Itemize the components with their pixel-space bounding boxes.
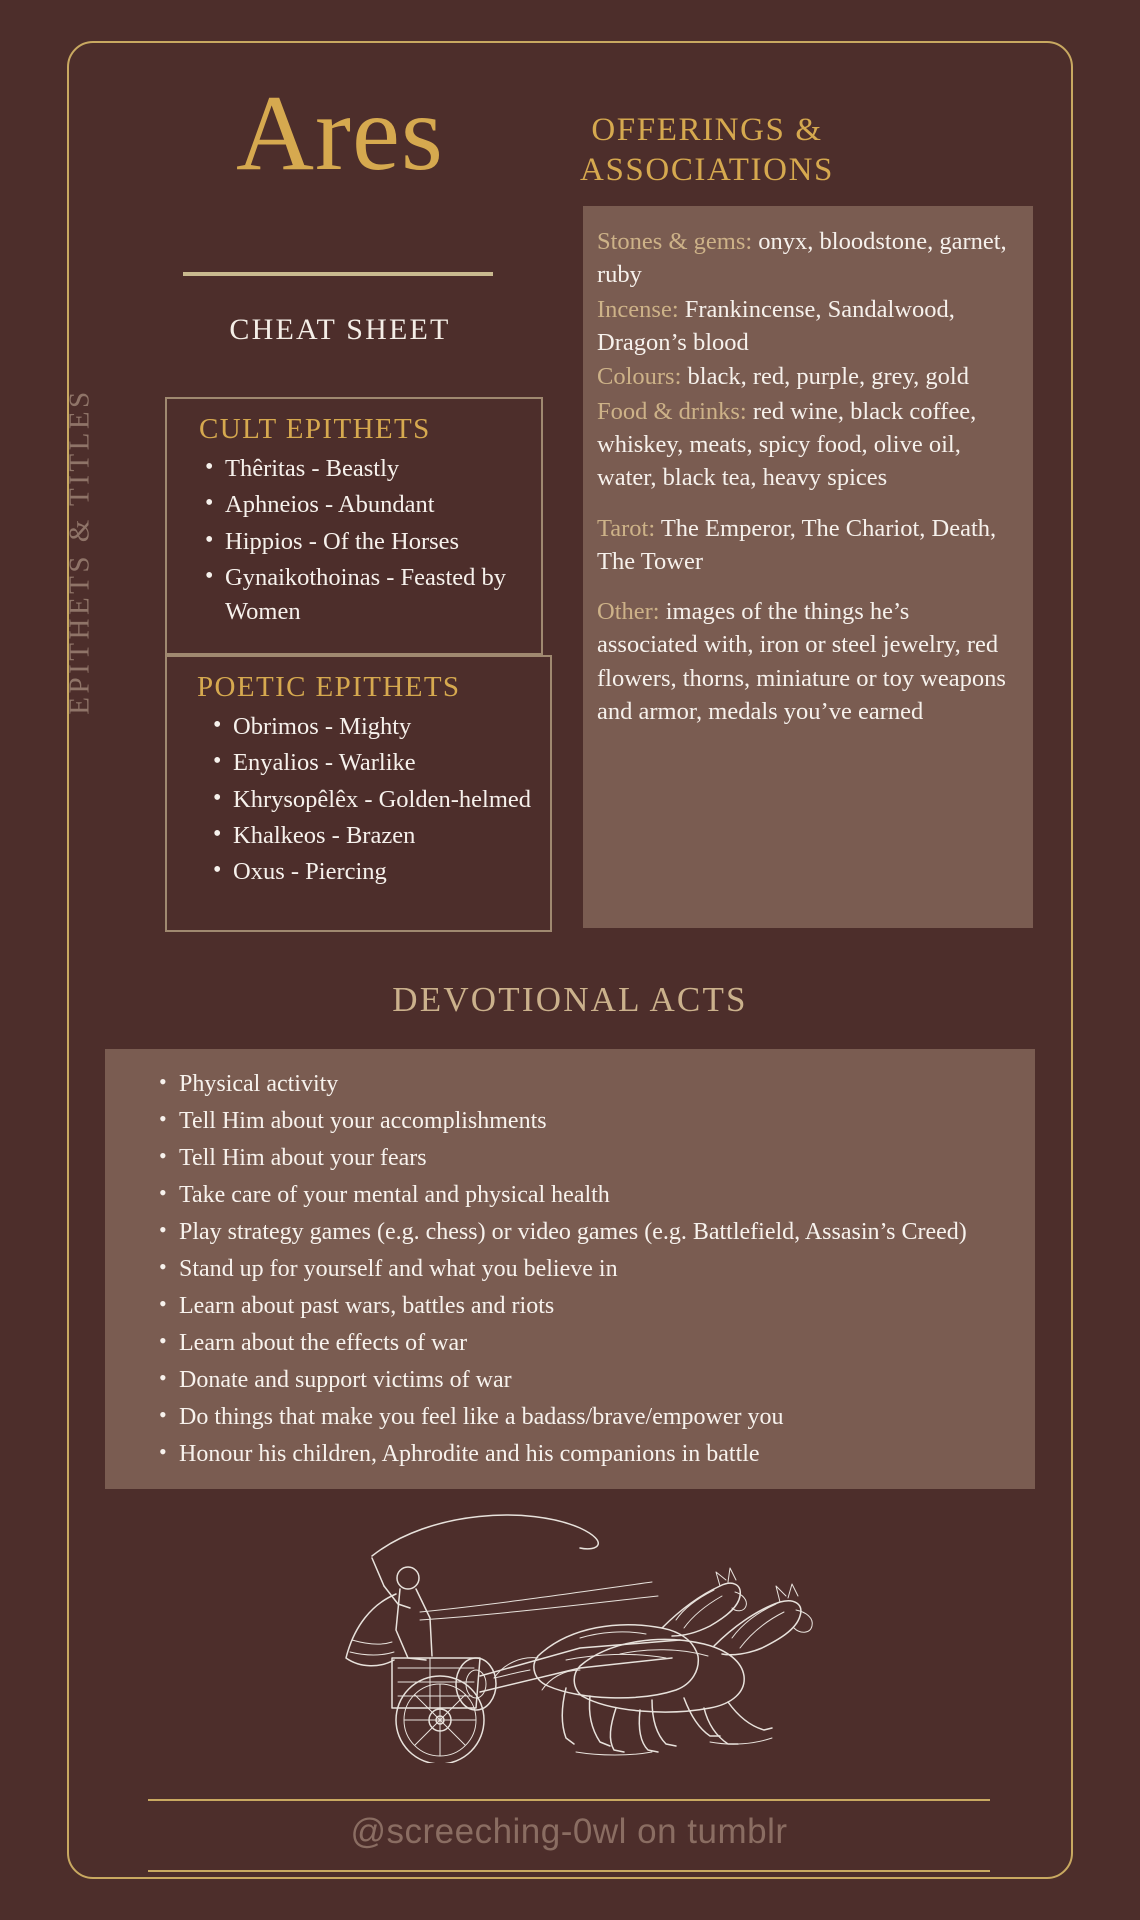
- offerings-row-incense: [597, 293, 1013, 360]
- offerings-panel: [583, 206, 1033, 928]
- list-item: • Stand up for yourself and what you believe in: [131, 1256, 1009, 1284]
- list-item: • Tell Him about your fears: [131, 1145, 1009, 1173]
- footer-credit: @screeching-0wl on tumblr: [350, 1812, 788, 1851]
- offerings-value-colours: black, red, purple, grey, gold: [681, 363, 969, 391]
- list-item: • Play strategy games (e.g. chess) or video games (e.g. Battlefield, Assasin’s Creed): [131, 1219, 1009, 1247]
- offerings-label-stones: Stones & gems:: [597, 228, 753, 255]
- devotional-acts-list: [131, 1071, 1009, 1468]
- offerings-label-colours: Colours:: [597, 363, 682, 391]
- list-item: • Khalkeos - Brazen: [181, 819, 532, 853]
- offerings-row-tarot: [597, 512, 1013, 579]
- list-item: • Enyalios - Warlike: [181, 746, 532, 780]
- poetic-epithets-list: [181, 710, 532, 889]
- title-divider: [183, 272, 493, 276]
- side-label-epithets-titles: EPITHETS & TITLES: [63, 388, 96, 715]
- chariot-illustration: [280, 1508, 860, 1763]
- devotional-acts-panel: [105, 1049, 1035, 1489]
- devotional-section-title: DEVOTIONAL ACTS: [392, 980, 748, 1019]
- list-item: • Khrysopêlêx - Golden-helmed: [181, 783, 532, 817]
- offerings-label-tarot: Tarot:: [597, 514, 656, 542]
- list-item: • Physical activity: [131, 1071, 1009, 1099]
- list-item: • Obrimos - Mighty: [181, 710, 532, 744]
- offerings-row-stones: [597, 225, 1013, 292]
- offerings-row-other: [597, 595, 1013, 728]
- page-subtitle: CHEAT SHEET: [229, 313, 451, 346]
- offerings-label-incense: Incense:: [597, 295, 679, 323]
- offerings-value-stones: onyx, bloodstone, garnet, ruby: [597, 228, 1007, 289]
- list-item: • Oxus - Piercing: [181, 855, 532, 889]
- offerings-title-line-1: OFFERINGS &: [591, 112, 823, 148]
- list-item: • Do things that make you feel like a badass/brave/empower you: [131, 1404, 1009, 1432]
- cult-epithets-list: [181, 452, 523, 629]
- offerings-section-title: [527, 110, 887, 191]
- list-item: • Gynaikothoinas - Feasted by Women: [181, 561, 523, 630]
- page-title: Ares: [236, 74, 444, 193]
- list-item: • Donate and support victims of war: [131, 1367, 1009, 1395]
- footer-divider-top: [148, 1799, 990, 1801]
- cult-epithets-heading: CULT EPITHETS: [199, 413, 431, 445]
- cult-epithets-box: [165, 397, 543, 655]
- poetic-epithets-heading: POETIC EPITHETS: [197, 671, 461, 703]
- offerings-label-other: Other:: [597, 598, 660, 626]
- list-item: • Take care of your mental and physical health: [131, 1182, 1009, 1210]
- footer-divider-bottom: [148, 1870, 990, 1872]
- list-item: • Honour his children, Aphrodite and his companions in battle: [131, 1441, 1009, 1469]
- list-item: • Aphneios - Abundant: [181, 488, 523, 522]
- list-item: • Thêritas - Beastly: [181, 452, 523, 486]
- offerings-value-other: images of the things he’s associated with, iron or steel jewelry, red flowers, thorns, miniature or toy weapons and armor, medals you’ve earned: [597, 598, 1006, 726]
- list-item: • Learn about past wars, battles and riots: [131, 1293, 1009, 1321]
- offerings-label-food: Food & drinks:: [597, 397, 747, 425]
- list-item: • Hippios - Of the Horses: [181, 525, 523, 559]
- offerings-row-food: [597, 395, 1013, 495]
- poetic-epithets-box: [165, 655, 552, 932]
- list-item: • Tell Him about your accomplishments: [131, 1108, 1009, 1136]
- offerings-value-incense: Frankincense, Sandalwood, Dragon’s blood: [597, 295, 955, 356]
- offerings-value-tarot: The Emperor, The Chariot, Death, The Tower: [597, 514, 997, 575]
- list-item: • Learn about the effects of war: [131, 1330, 1009, 1358]
- offerings-title-line-2: ASSOCIATIONS: [580, 152, 834, 189]
- offerings-row-colours: [597, 360, 1013, 393]
- offerings-value-food: red wine, black coffee, whiskey, meats, spicy food, olive oil, water, black tea, heavy spices: [597, 397, 977, 492]
